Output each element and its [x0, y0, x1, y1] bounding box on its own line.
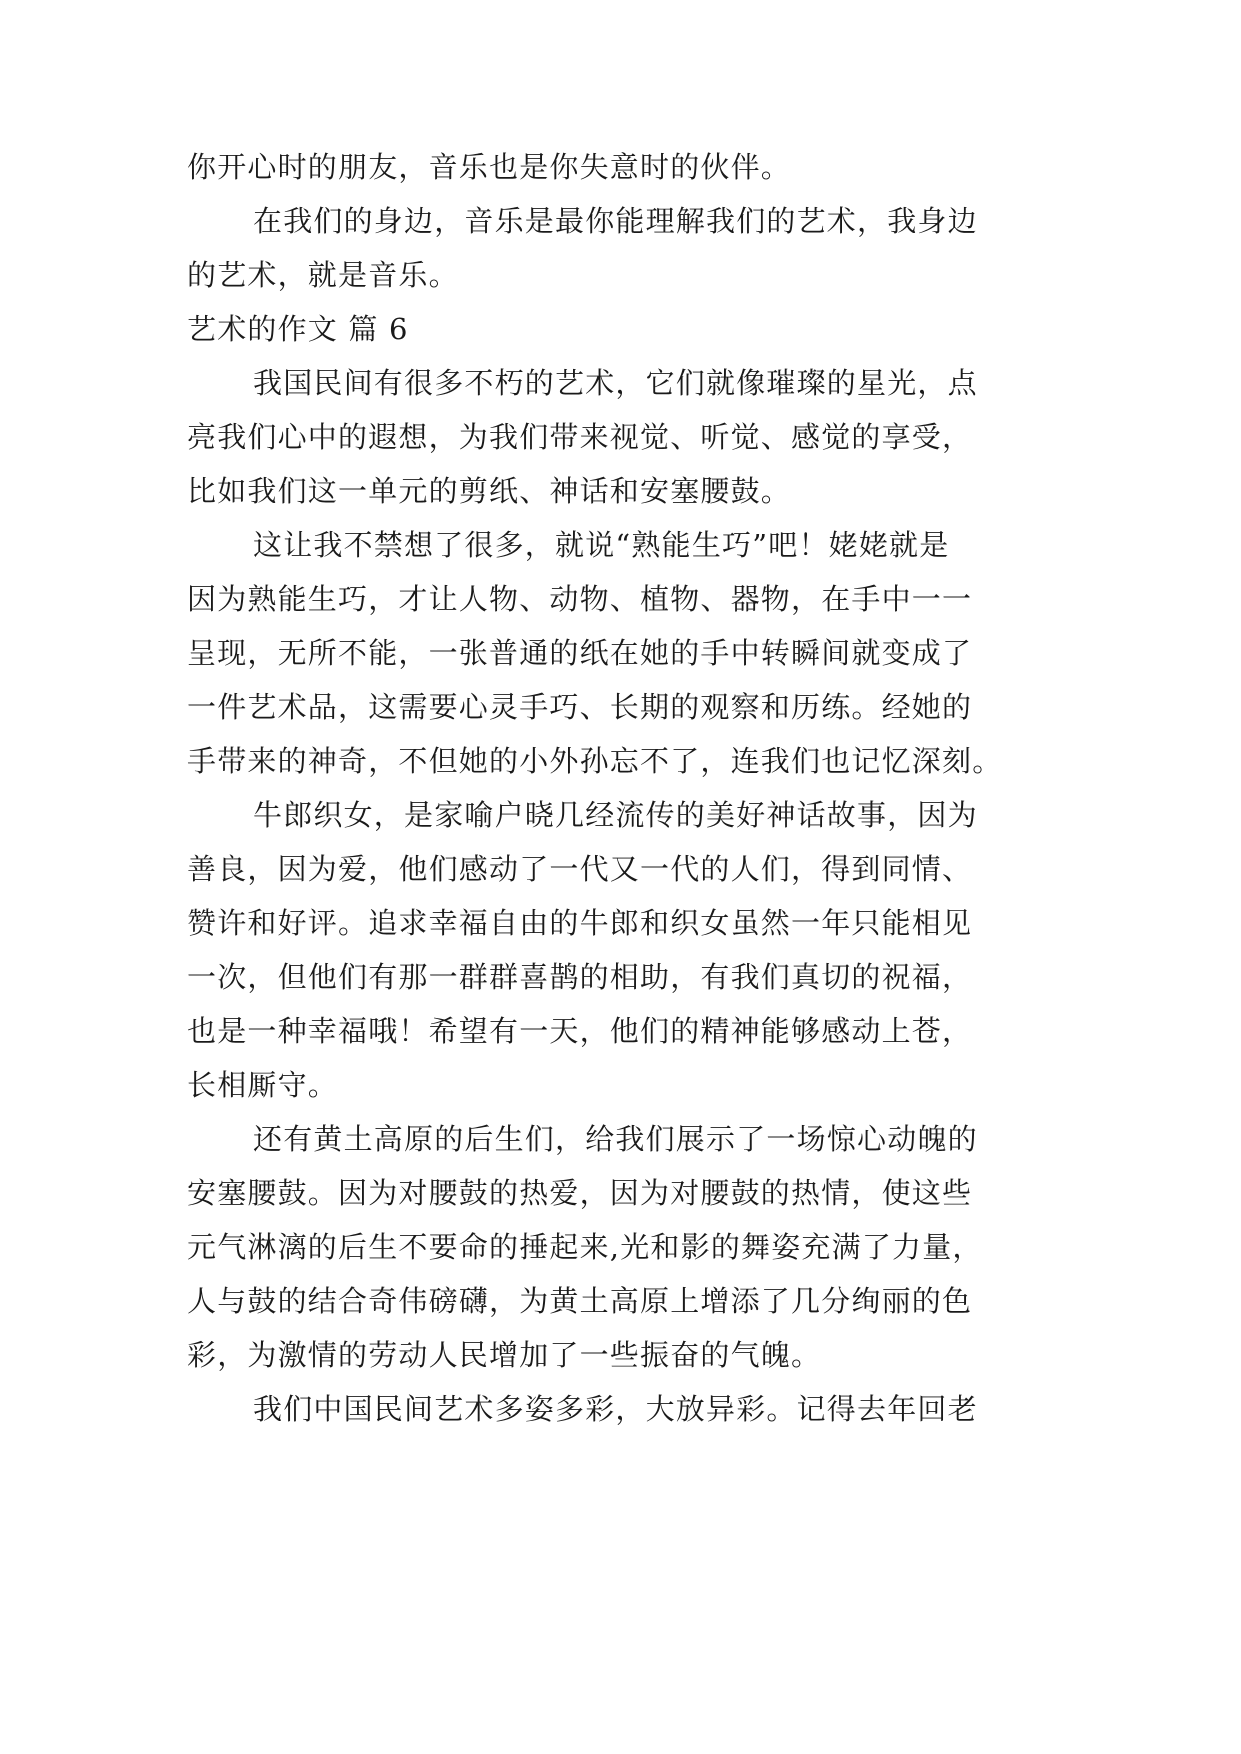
section-heading: 艺术的作文 篇 6	[187, 312, 409, 346]
text-line: 一次，但他们有那一群群喜鹊的相助，有我们真切的祝福，	[187, 960, 973, 994]
text-line: 因为熟能生巧，才让人物、动物、植物、器物，在手中一一	[187, 582, 973, 616]
text-line: 善良，因为爱，他们感动了一代又一代的人们，得到同情、	[187, 852, 973, 886]
paragraph-start: 这让我不禁想了很多，就说“熟能生巧”吧！姥姥就是	[253, 528, 950, 562]
paragraph-start: 在我们的身边，音乐是最你能理解我们的艺术，我身边	[253, 204, 978, 238]
text-line: 比如我们这一单元的剪纸、神话和安塞腰鼓。	[187, 474, 792, 508]
text-line: 长相厮守。	[187, 1068, 339, 1102]
paragraph-start: 我们中国民间艺术多姿多彩，大放异彩。记得去年回老	[253, 1392, 978, 1426]
text-line: 手带来的神奇，不但她的小外孙忘不了，连我们也记忆深刻。	[187, 744, 1003, 778]
text-line: 一件艺术品，这需要心灵手巧、长期的观察和历练。经她的	[187, 690, 973, 724]
paragraph-start: 牛郎织女，是家喻户晓几经流传的美好神话故事，因为	[253, 798, 978, 832]
text-line: 彩，为激情的劳动人民增加了一些振奋的气魄。	[187, 1338, 822, 1372]
text-line: 的艺术，就是音乐。	[187, 258, 459, 292]
text-line: 人与鼓的结合奇伟磅礴，为黄土高原上增添了几分绚丽的色	[187, 1284, 973, 1318]
paragraph-start: 我国民间有很多不朽的艺术，它们就像璀璨的星光，点	[253, 366, 978, 400]
text-line: 元气淋漓的后生不要命的捶起来,光和影的舞姿充满了力量，	[187, 1230, 983, 1264]
text-line: 亮我们心中的遐想，为我们带来视觉、听觉、感觉的享受，	[187, 420, 973, 454]
paragraph-start: 还有黄土高原的后生们，给我们展示了一场惊心动魄的	[253, 1122, 978, 1156]
text-line: 也是一种幸福哦！希望有一天，他们的精神能够感动上苍，	[187, 1014, 973, 1048]
text-line: 呈现，无所不能，一张普通的纸在她的手中转瞬间就变成了	[187, 636, 973, 670]
text-line: 赞许和好评。追求幸福自由的牛郎和织女虽然一年只能相见	[187, 906, 973, 940]
text-line: 安塞腰鼓。因为对腰鼓的热爱，因为对腰鼓的热情，使这些	[187, 1176, 973, 1210]
text-line: 你开心时的朋友，音乐也是你失意时的伙伴。	[187, 150, 792, 184]
